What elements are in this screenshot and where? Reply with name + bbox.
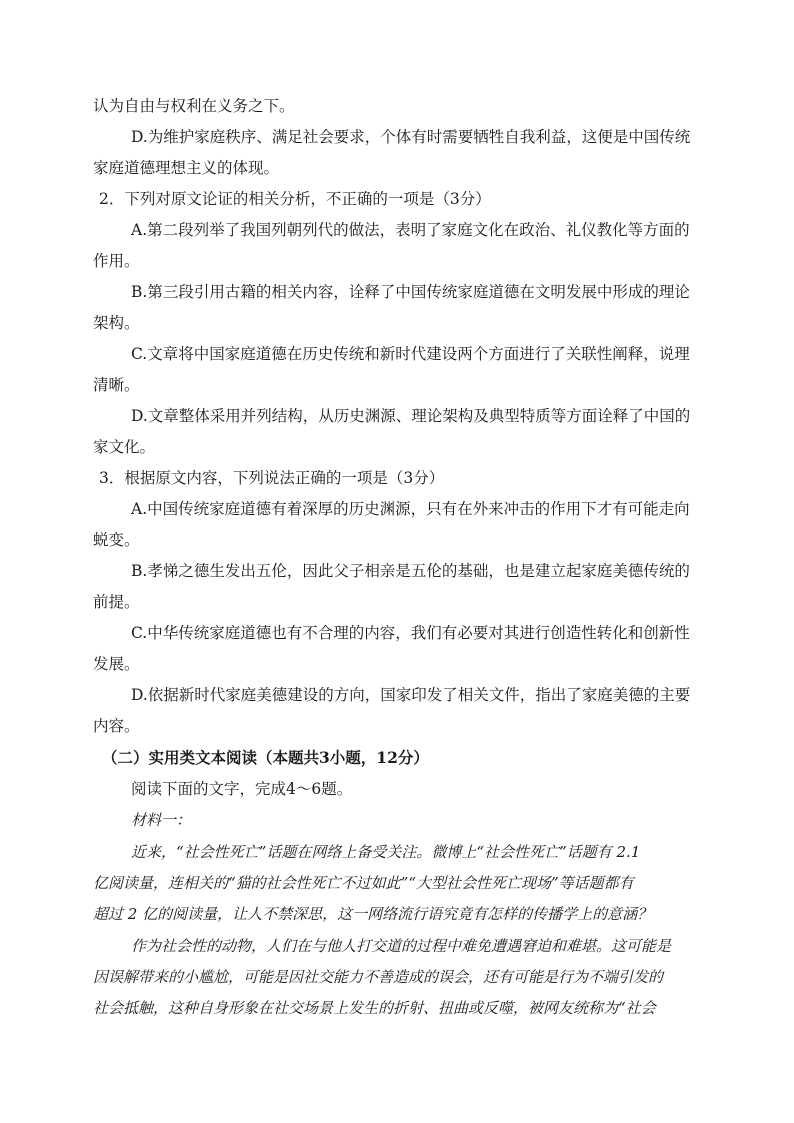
q3-option-b-line2: 前提。 <box>93 593 140 611</box>
q3-stem: 3．根据原文内容，下列说法正确的一项是（3分） <box>99 469 445 487</box>
material-paragraph2-line1: 作为社会性的动物，人们在与他人打交道的过程中难免遭遇窘迫和难堪。这可能是 <box>131 937 672 955</box>
q3-option-a-line1: A.中国传统家庭道德有着深厚的历史渊源，只有在外来冲击的作用下才有可能走向 <box>131 500 690 518</box>
q2-option-a-line1: A.第二段列举了我国列朝列代的做法，表明了家庭文化在政治、礼仪教化等方面的 <box>131 221 690 239</box>
section-instruction: 阅读下面的文字，完成4～6题。 <box>131 780 353 798</box>
section-heading: （二）实用类文本阅读（本题共3小题，12分） <box>102 748 429 767</box>
q2-option-b-line1: B.第三段引用古籍的相关内容，诠释了中国传统家庭道德在文明发展中形成的理论 <box>131 283 690 301</box>
q1-option-d-line: 家庭道德理想主义的体现。 <box>93 159 280 177</box>
material-paragraph1-line1: 近来，“社会性死亡”话题在网络上备受关注。微博上“社会性死亡”话题有 2.1 <box>131 843 641 861</box>
material-paragraph1-line3: 超过 2 亿的阅读量，让人不禁深思，这一网络流行语究竟有怎样的传播学上的意涵？ <box>93 905 653 923</box>
q2-option-d-line2: 家文化。 <box>93 438 156 456</box>
q2-option-b-line2: 架构。 <box>93 314 140 332</box>
q3-option-b-line1: B.孝悌之德生发出五伦，因此父子相亲是五伦的基础，也是建立起家庭美德传统的 <box>131 562 690 580</box>
material-label: 材料一： <box>131 811 192 829</box>
q2-option-c-line2: 清晰。 <box>93 376 140 394</box>
q2-option-a-line2: 作用。 <box>93 252 140 270</box>
q2-option-c-line1: C.文章将中国家庭道德在历史传统和新时代建设两个方面进行了关联性阐释，说理 <box>131 345 690 363</box>
q3-option-d-line2: 内容。 <box>93 717 140 735</box>
material-paragraph1-line2: 亿阅读量，连相关的“猫的社会性死亡不过如此”“大型社会性死亡现场”等话题都有 <box>93 874 634 892</box>
material-paragraph2-line2: 因误解带来的小尴尬，可能是因社交能力不善造成的误会，还有可能是行为不端引发的 <box>93 968 664 986</box>
q3-option-c-line2: 发展。 <box>93 655 140 673</box>
q3-option-d-line1: D.依据新时代家庭美德建设的方向，国家印发了相关文件，指出了家庭美德的主要 <box>131 686 691 704</box>
q3-option-a-line2: 蜕变。 <box>93 531 140 549</box>
q2-option-d-line1: D.文章整体采用并列结构，从历史渊源、理论架构及典型特质等方面诠释了中国的 <box>131 407 691 425</box>
q2-stem: 2．下列对原文论证的相关分析，不正确的一项是（3分） <box>99 190 491 208</box>
q1-option-d-line: D.为维护家庭秩序、满足社会要求，个体有时需要牺牲自我利益，这便是中国传统 <box>131 128 691 146</box>
q1-tail-line: 认为自由与权利在义务之下。 <box>93 97 295 115</box>
q3-option-c-line1: C.中华传统家庭道德也有不合理的内容，我们有必要对其进行创造性转化和创新性 <box>131 624 690 642</box>
material-paragraph2-line3: 社会抵触，这种自身形象在社交场景上发生的折射、扭曲或反噬，被网友统称为“社会 <box>93 999 656 1017</box>
